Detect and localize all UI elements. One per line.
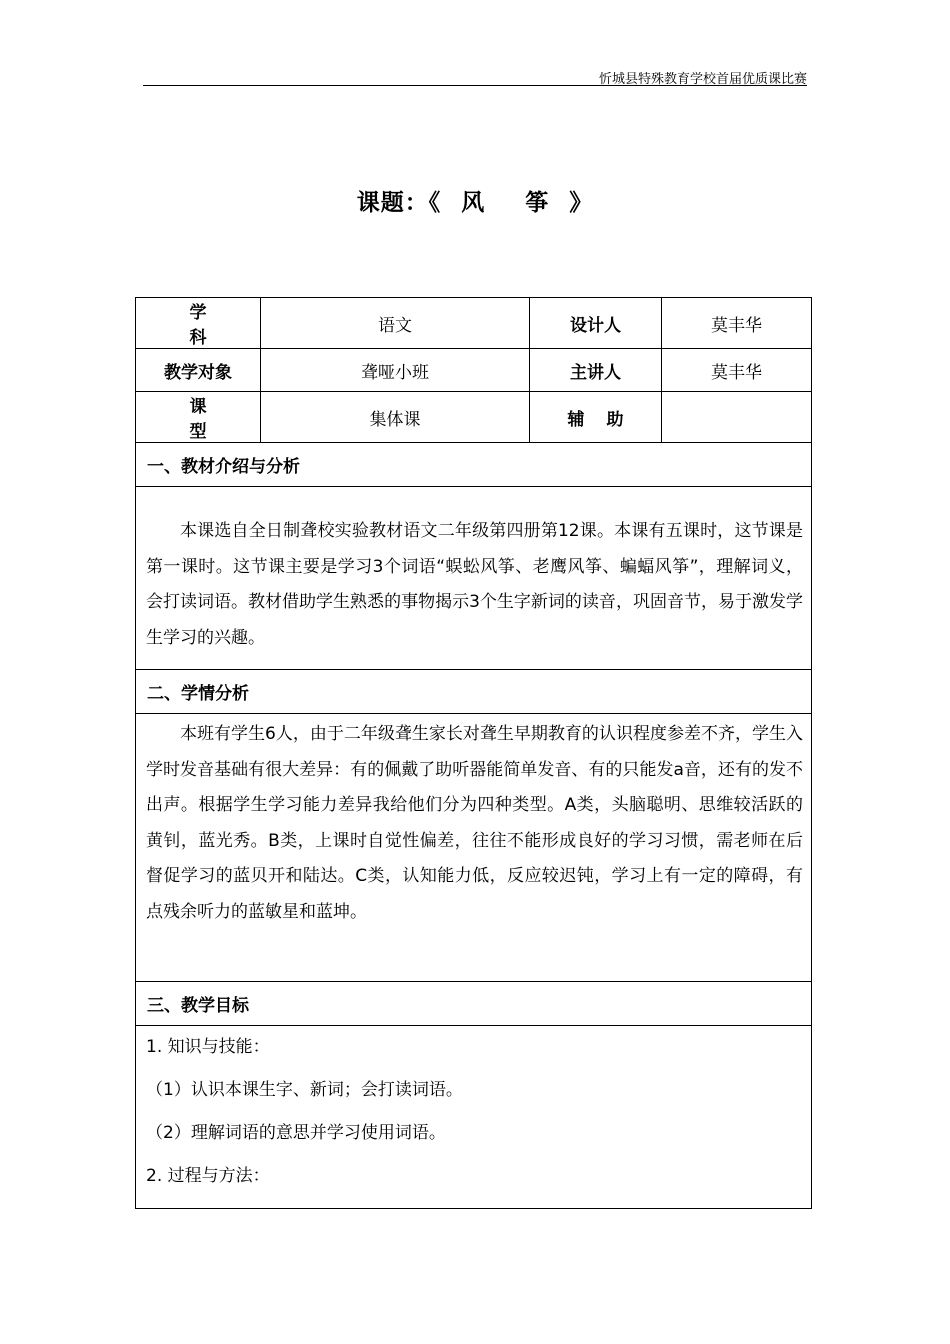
- designer-label: 设计人: [530, 298, 662, 349]
- title-suffix: 》: [569, 190, 594, 216]
- lecturer-value: 莫丰华: [662, 349, 812, 392]
- section-1-header: [136, 443, 812, 487]
- type-value: 集体课: [261, 392, 530, 443]
- target-value: 聋哑小班: [261, 349, 530, 392]
- title-char-2: 筝: [525, 190, 550, 216]
- info-row-type: [136, 392, 812, 443]
- section-2-header: [136, 670, 812, 714]
- section-1-title: 一、教材介绍与分析: [136, 443, 812, 487]
- type-label: 课型: [136, 392, 261, 443]
- assist-value: [662, 392, 812, 443]
- info-row-target: [136, 349, 812, 392]
- lesson-plan-table: [135, 297, 812, 1209]
- section-3-header: [136, 982, 812, 1026]
- assist-label: 辅助: [530, 392, 662, 443]
- page-title: [0, 184, 950, 217]
- goal-item: （2）理解词语的意思并学习使用词语。: [146, 1123, 446, 1143]
- page-header-text: 忻城县特殊教育学校首届优质课比赛: [598, 72, 807, 87]
- designer-value: 莫丰华: [662, 298, 812, 349]
- title-char-1: 风: [461, 190, 486, 216]
- section-1-body: [136, 487, 812, 670]
- lecturer-label: 主讲人: [530, 349, 662, 392]
- goal-item: （1）认识本课生字、新词；会打读词语。: [146, 1080, 463, 1100]
- title-prefix: 课题：《: [356, 190, 442, 216]
- header-rule: [143, 85, 807, 86]
- target-label: 教学对象: [136, 349, 261, 392]
- subject-label: 学科: [136, 298, 261, 349]
- section-3-body: [136, 1026, 812, 1209]
- info-row-subject: [136, 298, 812, 349]
- subject-value: 语文: [261, 298, 530, 349]
- goal-item: 1. 知识与技能：: [146, 1037, 270, 1057]
- section-3-title: 三、教学目标: [136, 982, 812, 1026]
- section-2-title: 二、学情分析: [136, 670, 812, 714]
- section-2-body: [136, 714, 812, 982]
- section-1-text: 本课选自全日制聋校实验教材语文二年级第四册第12课。本课有五课时，这节课是第一课时。这节课主要是学习3个词语“蜈蚣风筝、老鹰风筝、蝙蝠风筝”，理解词义，会打读词语。教材借助学生熟悉的事物揭示3个生字新词的读音，巩固音节，易于激发学生学习的兴趣。: [146, 521, 803, 648]
- section-2-text: 本班有学生6人，由于二年级聋生家长对聋生早期教育的认识程度参差不齐，学生入学时发音基础有很大差异：有的佩戴了助听器能简单发音、有的只能发a音，还有的发不出声。根据学生学习能力差异我给他们分为四种类型。A类，头脑聪明、思维较活跃的黄钊，蓝光秀。B类，上课时自觉性偏差，往往不能形成良好的学习习惯，需老师在后督促学习的蓝贝开和陆达。C类，认知能力低，反应较迟钝，学习上有一定的障碍，有点残余听力的蓝敏星和蓝坤。: [146, 724, 803, 922]
- goal-item: 2. 过程与方法：: [146, 1166, 270, 1186]
